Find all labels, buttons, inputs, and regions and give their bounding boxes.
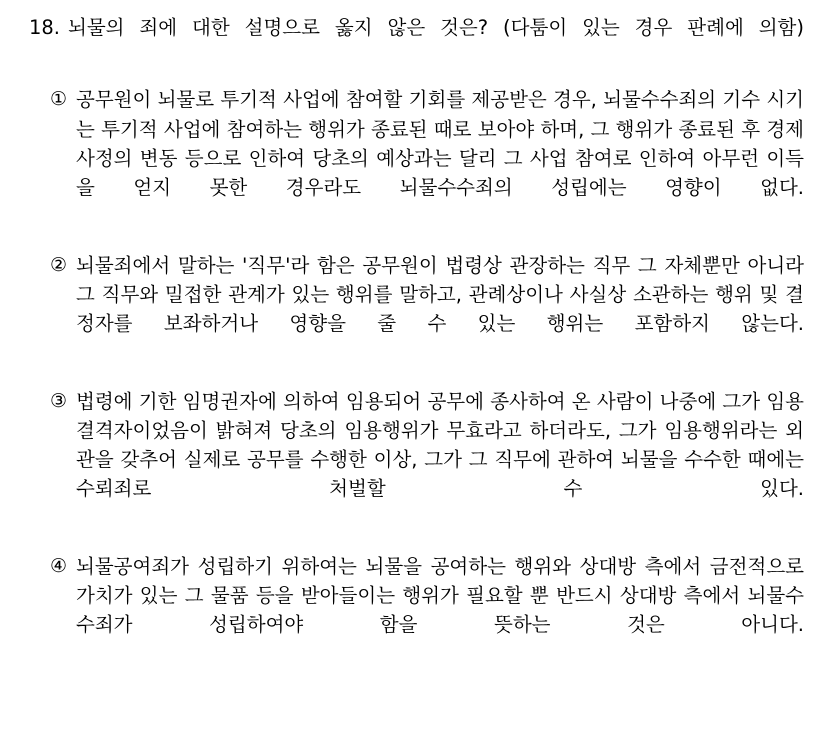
- question-block: [22, 14, 804, 71]
- choice-text-2: 뇌물죄에서 말하는 '직무'라 함은 공무원이 법령상 관장하는 직무 그 자체뿐만 아니라 그 직무와 밀접한 관계가 있는 행위를 말하고, 관례상이나 사실상 소관하는 행위 및 결정자를 보좌하거나 영향을 줄 수 있는 행위는 포함하지 않는다.: [76, 253, 804, 336]
- choice-option-1[interactable]: [50, 85, 804, 231]
- choice-marker-1: ①: [50, 88, 68, 111]
- choice-list: [22, 85, 804, 669]
- choice-marker-4: ④: [50, 554, 68, 577]
- choice-marker-3: ③: [50, 389, 68, 412]
- choice-text-3: 법령에 기한 임명권자에 의하여 임용되어 공무에 종사하여 온 사람이 나중에 그가 임용결격자이었음이 밝혀져 당초의 임용행위가 무효라고 하더라도, 그가 임용행위라는 외관을 갖추어 실제로 공무를 수행한 이상, 그가 그 직무에 관하여 뇌물을 수수한 때에는 수뢰죄로 처벌할 수 있다.: [76, 389, 804, 501]
- choice-text-4: 뇌물공여죄가 성립하기 위하여는 뇌물을 공여하는 행위와 상대방 측에서 금전적으로 가치가 있는 그 물품 등을 받아들이는 행위가 필요할 뿐 반드시 상대방 측에서 뇌물수수죄가 성립하여야 함을 뜻하는 것은 아니다.: [76, 554, 804, 637]
- choice-marker-2: ②: [50, 253, 68, 276]
- choice-option-4[interactable]: [50, 552, 804, 669]
- question-number: 18.: [28, 16, 60, 39]
- choice-option-3[interactable]: [50, 387, 804, 533]
- choice-text-1: 공무원이 뇌물로 투기적 사업에 참여할 기회를 제공받은 경우, 뇌물수수죄의 기수 시기는 투기적 사업에 참여하는 행위가 종료된 때로 보아야 하며, 그 행위가 종료된 후 경제사정의 변동 등으로 인하여 당초의 예상과는 달리 그 사업 참여로 인하여 아무런 이득을 얻지 못한 경우라도 뇌물수수죄의 성립에는 영향이 없다.: [76, 88, 804, 200]
- choice-option-2[interactable]: [50, 251, 804, 368]
- question-text: 뇌물의 죄에 대한 설명으로 옳지 않은 것은? (다툼이 있는 경우 판례에 의함): [68, 16, 804, 39]
